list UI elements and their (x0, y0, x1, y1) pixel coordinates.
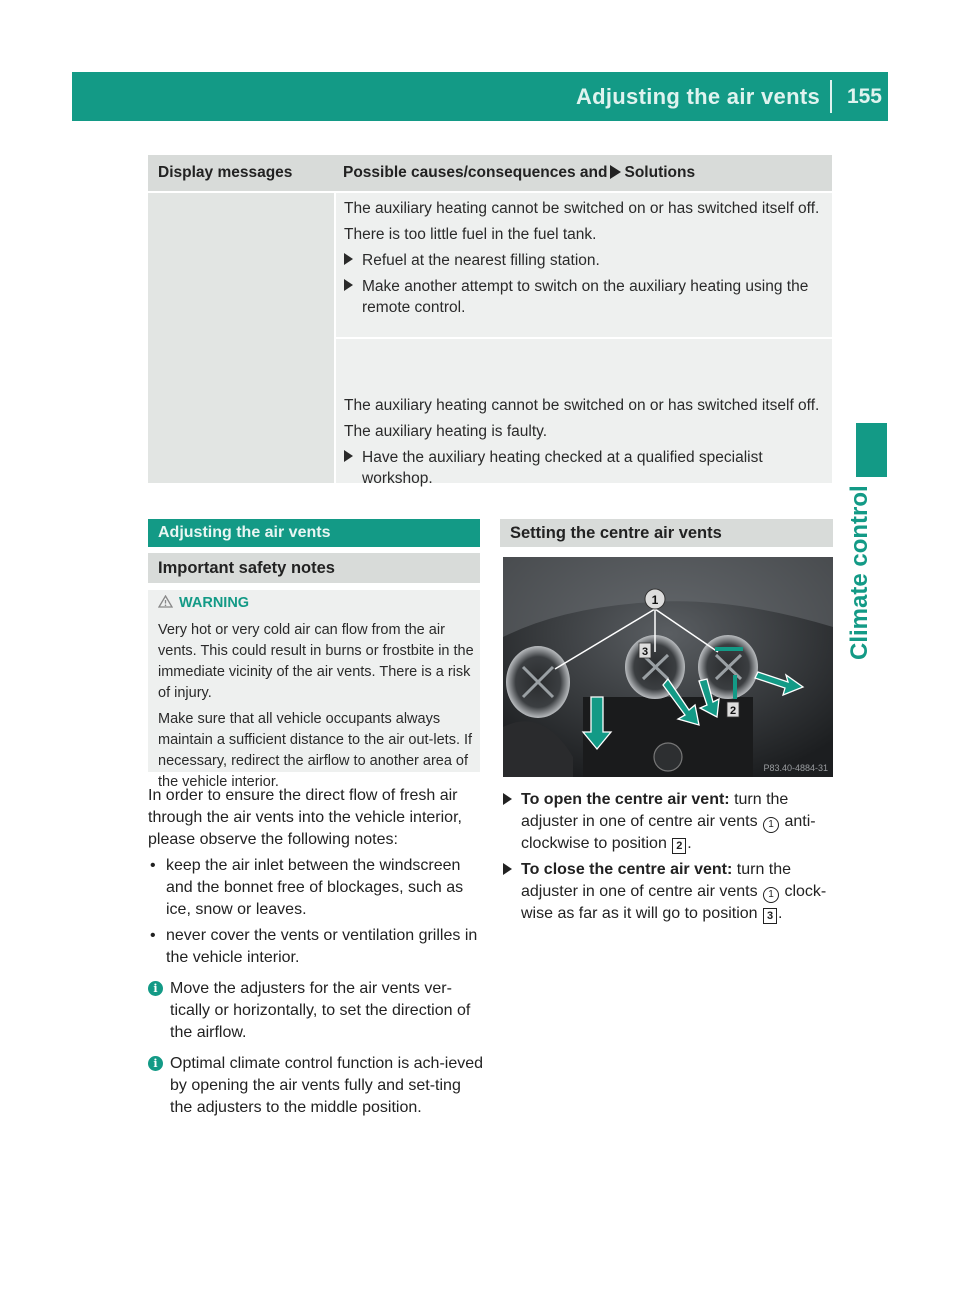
row-step: Make another attempt to switch on the auxiliary heating using the remote control. (344, 276, 826, 318)
table-body (148, 193, 832, 485)
table-left-column (148, 193, 334, 483)
step-arrow-icon (344, 279, 353, 291)
header-separator (830, 80, 832, 113)
solutions-arrow-icon (610, 165, 621, 179)
intro-paragraph: In order to ensure the direct flow of fresh air through the air vents into the vehicle interior, please observe the following notes: (148, 787, 462, 848)
page-header (72, 72, 888, 121)
svg-text:2: 2 (729, 705, 737, 717)
instruction-step: To open the centre air vent: turn the adjuster in one of centre air vents 1 anti-clockwise to position 2 . (503, 789, 839, 855)
row-cause: The auxiliary heating cannot be switched on or has switched itself off. (344, 397, 820, 414)
section-title-centre-vents: Setting the centre air vents (500, 519, 833, 547)
list-item: • never cover the vents or ventilation grilles in the vehicle interior. (150, 927, 478, 966)
photo-code: P83.40-4884-31 (763, 763, 828, 773)
step-arrow-icon (344, 450, 353, 462)
side-tab-text: Climate control (846, 485, 873, 660)
callout-ref: 1 (763, 817, 779, 833)
info-icon: i (148, 981, 163, 996)
centre-air-vents-photo (503, 557, 833, 777)
step-arrow-icon (503, 793, 512, 805)
col-header-causes: Possible causes/consequences and Solutions (343, 164, 696, 181)
row-step: Refuel at the nearest filling station. (344, 250, 826, 271)
step-arrow-icon (344, 253, 353, 265)
photo-callout-2 (730, 705, 736, 717)
bullet-icon: • (150, 857, 156, 874)
info-icon: i (148, 1056, 163, 1071)
page-number: 155 (846, 85, 882, 108)
messages-table (148, 155, 832, 485)
info-note: i Move the adjusters for the air vents ver-tically or horizontally, to set the direction of the airflow. (148, 978, 484, 1044)
row-reason: The auxiliary heating is faulty. (344, 423, 548, 440)
warning-text: Make sure that all vehicle occupants always maintain a sufficient distance to the air out-lets. If necessary, redirect the airflow to another area of the vehicle interior. (158, 711, 473, 790)
section-title-adjusting: Adjusting the air vents (148, 519, 480, 547)
warning-title: WARNING (158, 595, 249, 612)
svg-text:1: 1 (651, 593, 659, 607)
row-step: Have the auxiliary heating checked at a qualified specialist workshop. (344, 447, 826, 489)
list-item: • keep the air inlet between the windscreen and the bonnet free of blockages, such as ice, snow or leaves. (150, 857, 464, 918)
header-title: Adjusting the air vents (575, 84, 820, 109)
position-ref: 2 (672, 838, 686, 854)
col-header-display-messages: Display messages (158, 164, 293, 181)
side-tab-marker (856, 423, 887, 477)
warning-box (148, 590, 480, 790)
svg-text:3: 3 (641, 646, 649, 658)
callout-ref: 1 (763, 887, 779, 903)
table-row (336, 339, 832, 487)
right-body-text (503, 789, 839, 925)
step-arrow-icon (503, 863, 512, 875)
warning-text: Very hot or very cold air can flow from the air vents. This could result in burns or frostbite in the immediate vicinity of the air vents. There is a risk of injury. (158, 622, 474, 701)
subsection-title-safety: Important safety notes (148, 553, 480, 583)
row-cause: The auxiliary heating cannot be switched on or has switched itself off. (344, 200, 820, 217)
warning-triangle-icon (158, 595, 173, 612)
row-reason: There is too little fuel in the fuel tank. (344, 226, 597, 243)
info-note: i Optimal climate control function is ach-ieved by opening the air vents fully and set-ting the adjusters to the middle position. (148, 1053, 484, 1119)
position-ref: 3 (763, 908, 777, 924)
bullet-icon: • (150, 927, 156, 944)
photo-callout-3 (642, 646, 648, 658)
photo-callout-1 (652, 593, 659, 607)
left-body-text (148, 785, 484, 1119)
instruction-step: To close the centre air vent: turn the adjuster in one of centre air vents 1 clock-wise as far as it will go to position 3 . (503, 859, 839, 925)
table-row (336, 193, 832, 337)
table-header (148, 155, 832, 191)
